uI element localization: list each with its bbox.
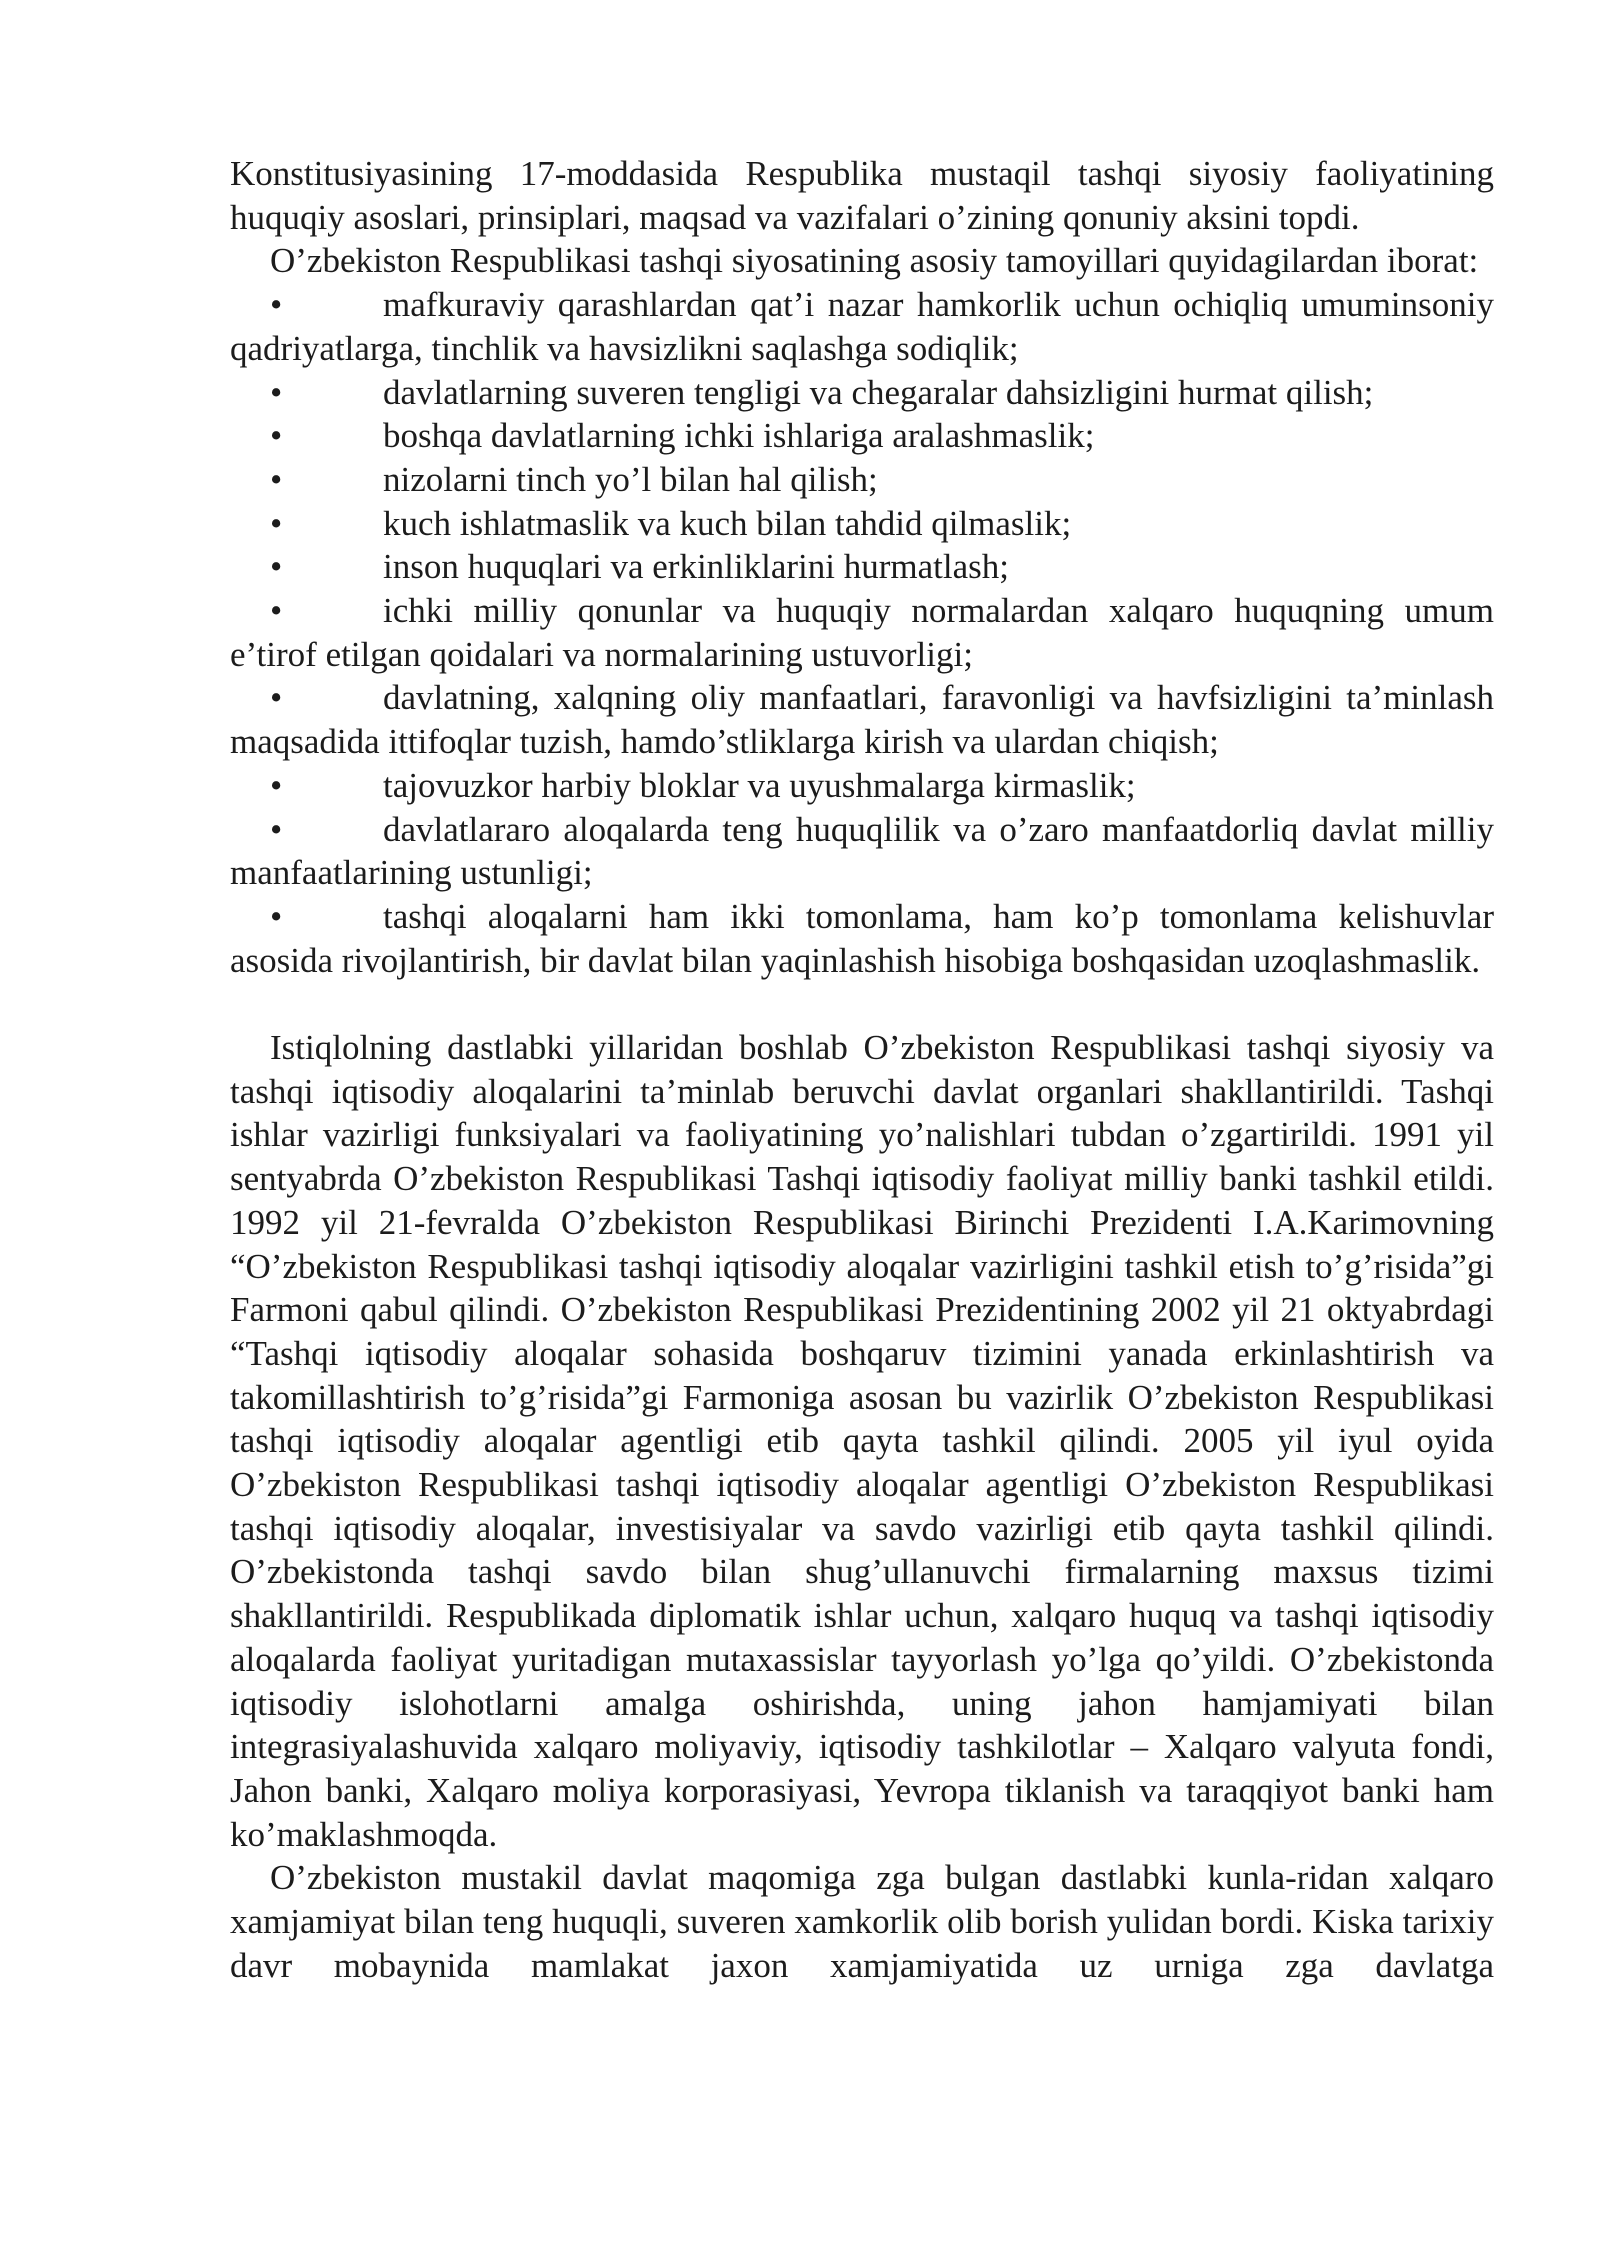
list-item	[230, 545, 1494, 589]
independence-paragraph: Istiqlolning dastlabki yillaridan boshlab O’zbekiston Respublikasi tashqi siyosiy va tashqi iqtisodiy aloqalarini ta’minlab beruvchi davlat organlari shakllantirildi. Tashqi ishlar vazirligi funksiyalari va faoliyatining yo’nalishlari tubdan o’zgartirildi. 1991 yil sentyabrda O’zbekiston Respublikasi Tashqi iqtisodiy faoliyat milliy banki tashkil etildi. 1992 yil 21-fevralda O’zbekiston Respublikasi Birinchi Prezidenti I.A.Karimovning “O’zbekiston Respublikasi tashqi iqtisodiy aloqalar vazirligini tashkil etish to’g’risida”gi Farmoni qabul qilindi. O’zbekiston Respublikasi Prezidentining 2002 yil 21 oktyabrdagi “Tashqi iqtisodiy aloqalar sohasida boshqaruv tizimini yanada erkinlashtirish va takomillashtirish to’g’risida”gi Farmoniga asosan bu vazirlik O’zbekiston Respublikasi tashqi iqtisodiy aloqalar agentligi etib qayta tashkil qilindi. 2005 yil iyul oyida O’zbekiston Respublikasi tashqi iqtisodiy aloqalar agentligi O’zbekiston Respublikasi tashqi iqtisodiy aloqalar, investisiyalar va savdo vazirligi etib qayta tashkil qilindi. O’zbekistonda tashqi savdo bilan shug’ullanuvchi firmalarning maxsus tizimi shakllantirildi. Respublikada diplomatik ishlar uchun, xalqaro huquq va tashqi iqtisodiy aloqalarda faoliyat yuritadigan mutaxassislar tayyorlash yo’lga qo’yildi. O’zbekistonda iqtisodiy islohotlarni amalga oshirishda, uning jahon hamjamiyati bilan integrasiyalashuvida xalqaro moliyaviy, iqtisodiy tashkilotlar – Xalqaro valyuta fondi, Jahon banki, Xalqaro moliya korporasiyasi, Yevropa tiklanish va taraqqiyot banki ham ko’maklashmoqda.	[230, 1028, 1494, 1854]
bullet-icon: •	[270, 591, 283, 631]
bullet-icon: •	[270, 503, 283, 543]
list-item	[230, 371, 1494, 415]
list-item	[230, 502, 1494, 546]
principles-list	[230, 283, 1494, 982]
intro-paragraph: Konstitusiyasining 17-moddasida Respublika mustaqil tashqi siyosiy faoliyatining huquqiy asoslari, prinsiplari, maqsad va vazifalari o’zining qonuniy aksini topdi.	[230, 154, 1494, 237]
document-page	[230, 152, 1494, 1988]
bullet-icon: •	[270, 896, 283, 936]
principles-heading: O’zbekiston Respublikasi tashqi siyosatining asosiy tamoyillari quyidagilardan iborat:	[270, 241, 1479, 281]
list-item-text: ichki milliy qonunlar va huquqiy normalardan xalqaro huquqning umum e’tirof etilgan qoidalari va normalarining ustuvorligi;	[230, 591, 1494, 674]
list-item-text: tajovuzkor harbiy bloklar va uyushmalarga kirmaslik;	[383, 765, 1136, 805]
bullet-icon: •	[270, 765, 283, 805]
list-item	[230, 283, 1494, 370]
list-item-text: davlatning, xalqning oliy manfaatlari, faravonligi va havfsizligini ta’minlash maqsadida ittifoqlar tuzish, hamdo’stliklarga kirish va ulardan chiqish;	[230, 678, 1494, 762]
list-item-text: davlatlararo aloqalarda teng huquqlilik va o’zaro manfaatdorliq davlat milliy manfaatlarining ustunligi;	[230, 809, 1494, 893]
list-item-text: boshqa davlatlarning ichki ishlariga aralashmaslik;	[383, 416, 1095, 456]
bullet-icon: •	[270, 678, 283, 718]
list-item	[230, 895, 1494, 982]
list-item-text: davlatlarning suveren tengligi va chegaralar dahsizligini hurmat qilish;	[383, 372, 1374, 412]
list-item	[230, 764, 1494, 808]
bullet-icon: •	[270, 809, 283, 849]
list-item	[230, 676, 1494, 763]
bullet-icon: •	[270, 547, 283, 587]
list-item	[230, 589, 1494, 676]
list-item-text: kuch ishlatmaslik va kuch bilan tahdid qilmaslik;	[383, 503, 1072, 543]
bullet-icon: •	[270, 459, 283, 499]
list-item	[230, 414, 1494, 458]
bullet-icon: •	[270, 416, 283, 456]
list-item	[230, 458, 1494, 502]
list-item-text: nizolarni tinch yo’l bilan hal qilish;	[383, 459, 878, 499]
list-item-text: mafkuraviy qarashlardan qat’i nazar hamkorlik uchun ochiqliq umuminsoniy qadriyatlarga, tinchlik va havsizlikni saqlashga sodiqlik;	[230, 285, 1494, 368]
bullet-icon: •	[270, 285, 283, 325]
paragraph-spacer	[230, 982, 1494, 1026]
bullet-icon: •	[270, 372, 283, 412]
list-item	[230, 808, 1494, 895]
list-item-text: tashqi aloqalarni ham ikki tomonlama, ham ko’p tomonlama kelishuvlar asosida rivojlantirish, bir davlat bilan yaqinlashish hisobiga boshqasidan uzoqlashmaslik.	[230, 896, 1494, 980]
status-paragraph: O’zbekiston mustakil davlat maqomiga zga bulgan dastlabki kunla-ridan xalqaro xamjamiyat bilan teng huquqli, suveren xamkorlik olib borish yulidan bordi. Kiska tarixiy davr mobaynida mamlakat jaxon xamjamiyatida uz urniga zga davlatga	[230, 1858, 1494, 1985]
list-item-text: inson huquqlari va erkinliklarini hurmatlash;	[383, 547, 1009, 587]
